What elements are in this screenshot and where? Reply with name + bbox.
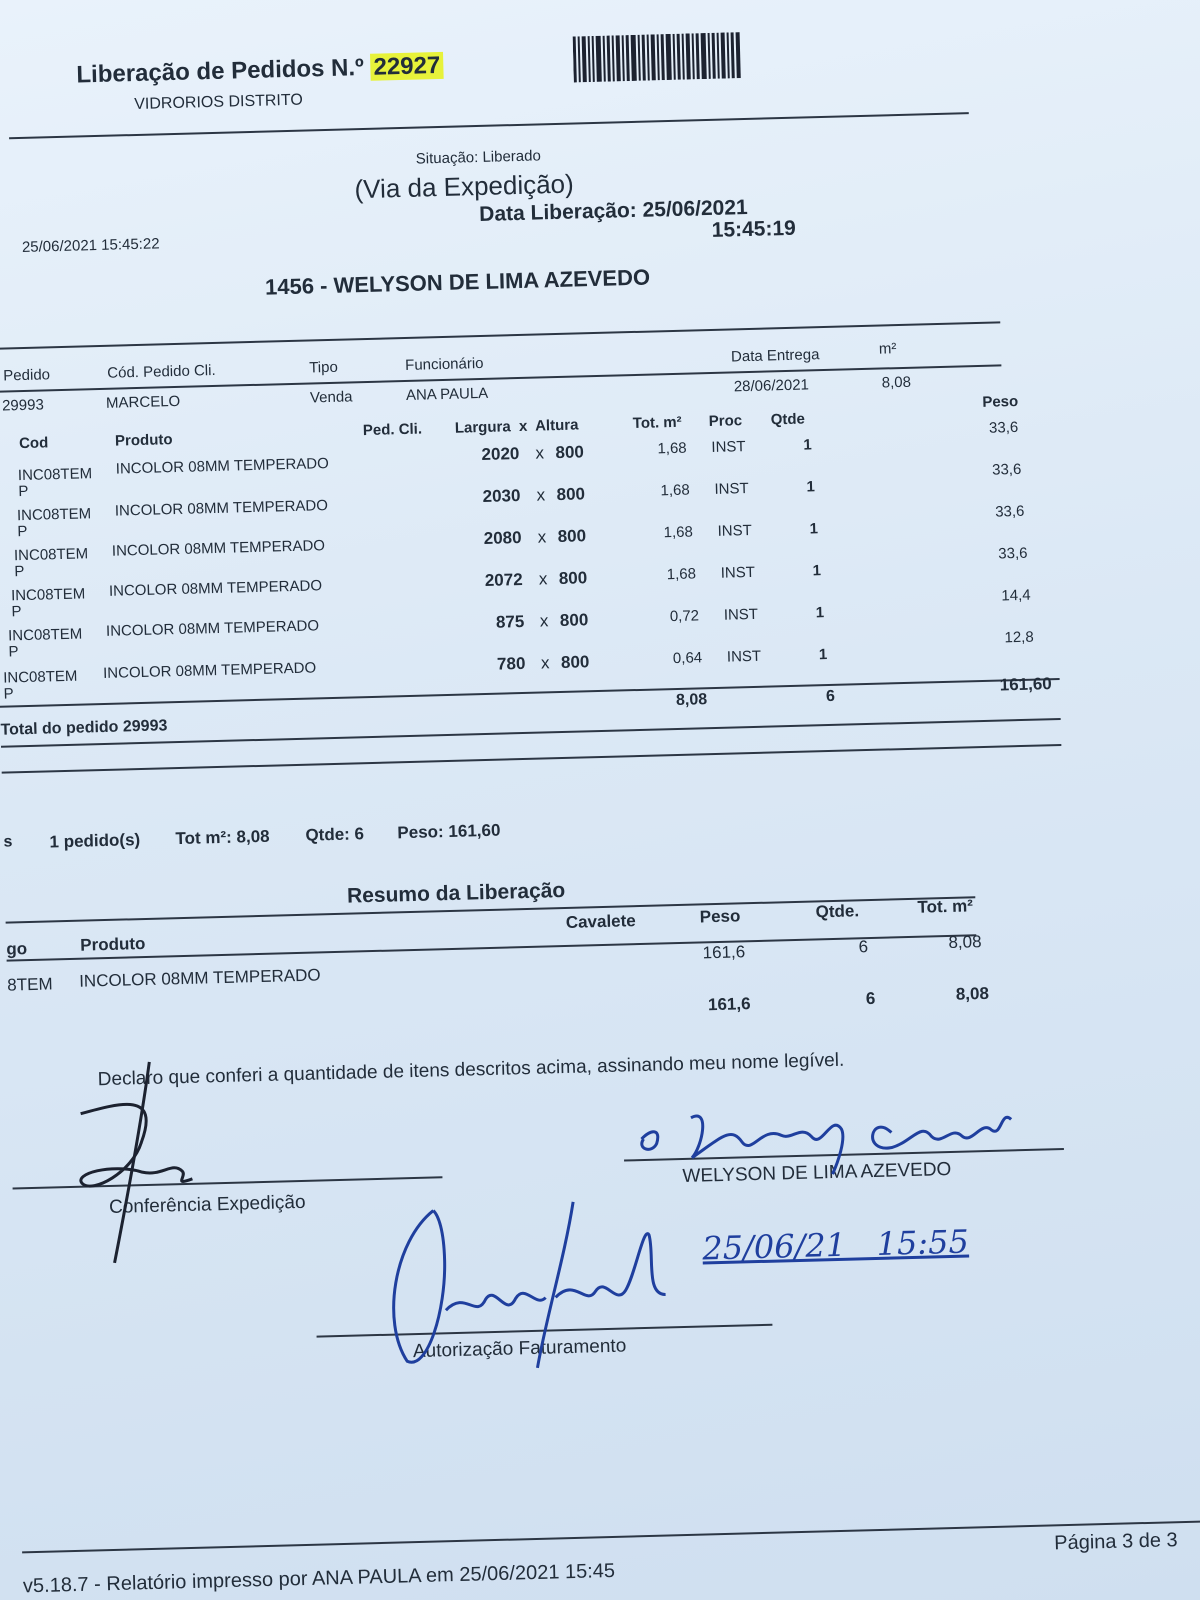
row-tot-m2: 1,68 [660, 481, 690, 500]
client-name: 1456 - WELYSON DE LIMA AZEVEDO [264, 264, 651, 300]
total-m2: 8,08 [675, 691, 708, 710]
row-x: x [535, 443, 545, 463]
row-proc: INST [711, 438, 746, 456]
col-tot-m2: Tot. m² [632, 413, 682, 433]
row-cod: INC08TEM [3, 667, 78, 687]
row-altura: 800 [555, 442, 585, 463]
resumo-col-tot-m2: Tot. m² [917, 896, 974, 917]
row-qtde: 1 [815, 604, 825, 622]
footer-page-number: Página 3 de 3 [1053, 1529, 1178, 1555]
resumo-col-cavalete: Cavalete [565, 911, 636, 932]
row-produto: INCOLOR 08MM TEMPERADO [115, 455, 330, 478]
resumo-row-codigo: 8TEM [7, 974, 53, 995]
row-produto: INCOLOR 08MM TEMPERADO [105, 617, 320, 640]
label-autorizacao: Autorização Faturamento [412, 1335, 627, 1363]
col-peso: Peso [982, 392, 1019, 411]
document-title [76, 52, 444, 90]
row-altura: 800 [559, 610, 589, 631]
declaration-text: Declaro que conferi a quantidade de itens descritos acima, assinando meu nome legível. [97, 1049, 845, 1091]
col-cod: Cod [18, 434, 49, 453]
resumo-col-codigo: go [6, 939, 28, 959]
row-tot-m2: 1,68 [657, 439, 687, 458]
row-x: x [540, 653, 550, 673]
row-qtde: 1 [809, 520, 819, 538]
row-largura: 2020 [481, 444, 520, 465]
row-proc: INST [717, 521, 753, 540]
row-peso: 14,4 [1001, 586, 1031, 605]
col-ped-cli: Ped. Cli. [362, 420, 423, 440]
row-cod: INC08TEM [16, 505, 92, 525]
resumo-col-produto: Produto [79, 933, 146, 955]
row-qtde: 1 [818, 646, 828, 664]
resumo-row-produto: INCOLOR 08MM TEMPERADO [78, 965, 321, 991]
row-x: x [537, 527, 547, 547]
row-altura: 800 [556, 484, 586, 505]
row-cod-suffix: P [17, 522, 28, 541]
resumo-header-divider [7, 934, 977, 961]
status-text: Situação: Liberado [415, 147, 542, 168]
label-client-name: WELYSON DE LIMA AZEVEDO [682, 1158, 952, 1187]
row-proc: INST [714, 480, 749, 498]
resumo-row-peso: 161,6 [702, 942, 746, 963]
total-label: Total do pedido 29993 [0, 717, 168, 739]
client-divider [0, 321, 1000, 349]
row-altura: 800 [560, 652, 590, 673]
footer-version: v5.18.7 - Relatório impresso por ANA PAULA em 25/06/2021 15:45 [22, 1559, 616, 1598]
row-tot-m2: 0,72 [669, 607, 700, 626]
row-tot-m2: 0,64 [672, 649, 703, 668]
resumo-total-tot-m2: 8,08 [955, 983, 990, 1004]
value-cod-pedido-cli: MARCELO [105, 392, 181, 412]
row-largura: 2080 [483, 528, 522, 548]
row-largura: 2030 [482, 486, 521, 506]
row-proc: INST [720, 563, 756, 582]
row-cod: INC08TEM [17, 465, 93, 485]
row-produto: INCOLOR 08MM TEMPERADO [102, 659, 317, 682]
row-peso: 33,6 [998, 544, 1028, 563]
resumo-col-qtde: Qtde. [815, 901, 860, 922]
col-largura-altura: Largura x Altura [454, 416, 579, 437]
row-cod: INC08TEM [10, 585, 86, 605]
row-cod-suffix: P [14, 563, 25, 581]
summary-qtde: Qtde: 6 [305, 824, 365, 845]
row-x: x [538, 569, 548, 589]
row-proc: INST [723, 605, 759, 624]
row-largura: 780 [496, 653, 526, 674]
row-cod: INC08TEM [13, 545, 89, 565]
row-altura: 800 [557, 526, 587, 547]
row-x: x [539, 611, 549, 631]
printed-timestamp: 25/06/2021 15:45:22 [21, 235, 160, 256]
label-tipo: Tipo [308, 358, 339, 377]
summary-pedidos: 1 pedido(s) [49, 830, 141, 852]
resumo-col-peso: Peso [699, 906, 741, 927]
label-pedido: Pedido [3, 366, 51, 385]
resumo-total-qtde: 6 [865, 988, 876, 1009]
row-cod-suffix: P [3, 685, 14, 703]
resumo-row-tot-m2: 8,08 [948, 932, 982, 952]
col-qtde: Qtde [770, 410, 806, 429]
value-tipo: Venda [309, 388, 353, 407]
resumo-title: Resumo da Liberação [346, 878, 566, 908]
resumo-total-peso: 161,6 [707, 994, 751, 1015]
row-qtde: 1 [803, 436, 812, 454]
row-proc: INST [726, 647, 762, 666]
row-cod-suffix: P [18, 482, 29, 501]
value-funcionario: ANA PAULA [405, 384, 489, 404]
label-conferencia: Conferência Expedição [108, 1191, 306, 1219]
row-qtde: 1 [812, 562, 822, 580]
col-proc: Proc [708, 412, 743, 431]
row-peso: 33,6 [991, 460, 1022, 479]
row-peso: 33,6 [988, 418, 1019, 437]
row-cod: INC08TEM [7, 625, 83, 645]
row-peso: 12,8 [1004, 628, 1034, 647]
title-prefix: Liberação de Pedidos N.º [76, 53, 365, 89]
copy-type: (Via da Expedição) [354, 168, 575, 205]
barcode [573, 32, 744, 82]
order-number: 22927 [370, 52, 443, 81]
label-m2: m² [878, 340, 897, 358]
footer-divider [22, 1520, 1200, 1553]
resumo-row-qtde: 6 [858, 937, 869, 957]
summary-peso: Peso: 161,60 [397, 820, 501, 843]
header-divider [9, 112, 969, 139]
row-largura: 875 [495, 611, 525, 632]
row-produto: INCOLOR 08MM TEMPERADO [111, 537, 326, 560]
value-data-entrega: 28/06/2021 [733, 376, 810, 396]
signature-client [630, 1089, 1032, 1189]
handwritten-date: 25/06/21 15:55 [701, 1222, 970, 1268]
release-date: Data Liberação: 25/06/2021 [478, 195, 748, 226]
signature-autorizacao [373, 1194, 698, 1382]
col-produto: Produto [114, 431, 173, 450]
row-tot-m2: 1,68 [666, 565, 697, 584]
total-peso: 161,60 [999, 674, 1052, 695]
total-qtde: 6 [825, 687, 836, 706]
label-data-entrega: Data Entrega [730, 346, 820, 366]
label-cod-pedido-cli: Cód. Pedido Cli. [107, 361, 216, 382]
summary-tot-m2: Tot m²: 8,08 [175, 826, 270, 849]
row-tot-m2: 1,68 [663, 523, 694, 542]
company-name: VIDRORIOS DISTRITO [134, 91, 304, 113]
release-time: 15:45:19 [711, 216, 797, 242]
row-produto: INCOLOR 08MM TEMPERADO [114, 497, 329, 520]
row-x: x [536, 485, 546, 505]
row-cod-suffix: P [11, 603, 22, 621]
summary-prefix: s [3, 833, 13, 851]
signature-conferencia [49, 1050, 235, 1295]
value-pedido: 29993 [1, 396, 45, 415]
row-largura: 2072 [484, 569, 523, 590]
value-m2: 8,08 [881, 373, 912, 392]
row-altura: 800 [558, 568, 588, 589]
label-funcionario: Funcionário [404, 354, 484, 374]
total-divider-2 [2, 744, 1062, 773]
row-qtde: 1 [806, 478, 816, 496]
row-cod-suffix: P [8, 643, 19, 661]
row-peso: 33,6 [994, 502, 1025, 521]
row-produto: INCOLOR 08MM TEMPERADO [108, 577, 323, 600]
